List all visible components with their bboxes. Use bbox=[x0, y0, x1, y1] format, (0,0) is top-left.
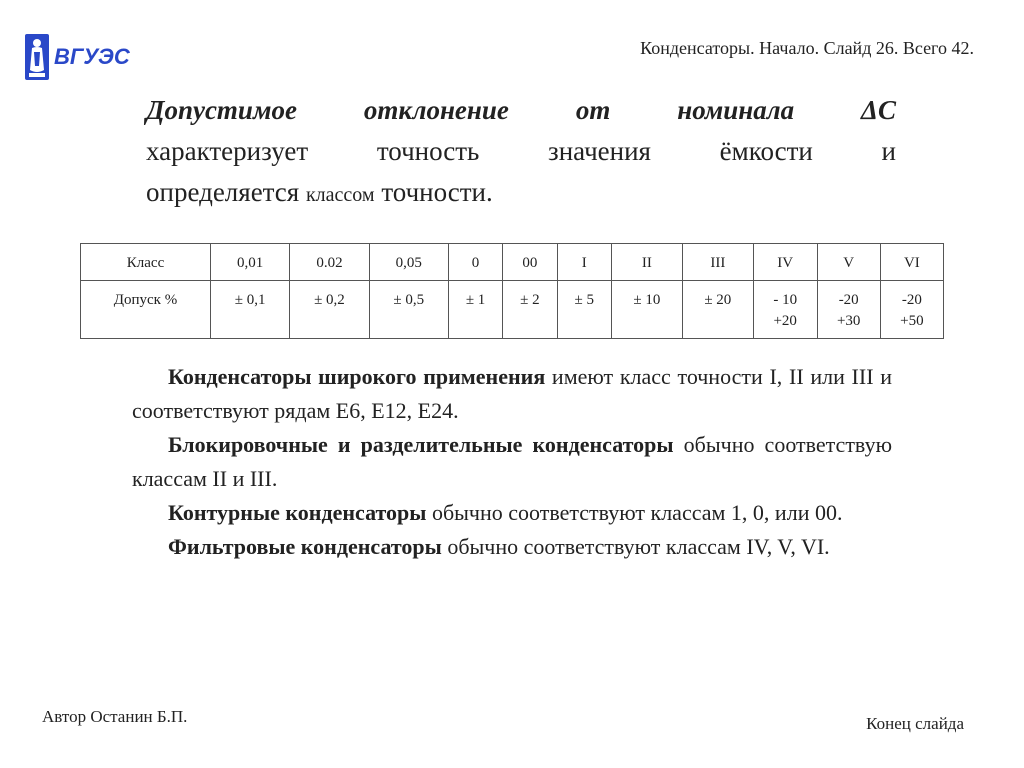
tolerance-cell: ± 5 bbox=[557, 281, 611, 339]
tolerance-cell: ± 0,1 bbox=[211, 281, 290, 339]
university-logo bbox=[24, 30, 144, 84]
capacitance-symbol: C bbox=[877, 95, 896, 125]
intro-line-2: характеризует точность значения ёмкости и bbox=[146, 136, 896, 166]
paragraph-general-purpose: Конденсаторы широкого применения имеют класс точности I, II или III и соответствуют рядам Е6, Е12, Е24. bbox=[132, 364, 893, 423]
class-cell: 0 bbox=[448, 244, 502, 281]
intro-line-3: определяется классом точности. bbox=[146, 177, 493, 207]
author-credit: Автор Останин Б.П. bbox=[42, 707, 188, 726]
tolerance-cell: ± 20 bbox=[682, 281, 753, 339]
tolerance-table bbox=[80, 243, 944, 339]
class-cell: 0,01 bbox=[211, 244, 290, 281]
intro-term: Допустимое отклонение от номинала bbox=[146, 95, 862, 125]
tolerance-cell: ± 0,2 bbox=[290, 281, 369, 339]
delta-symbol: Δ bbox=[861, 95, 878, 125]
class-cell: I bbox=[557, 244, 611, 281]
paragraph-filter: Фильтровые конденсаторы обычно соответствуют классам IV, V, VI. bbox=[168, 534, 830, 559]
capacitor-classes-text bbox=[132, 360, 892, 564]
class-cell: III bbox=[682, 244, 753, 281]
table-row bbox=[81, 244, 944, 281]
paragraph-blocking: Блокировочные и разделительные конденсаторы обычно соответствую классам II и III. bbox=[132, 432, 893, 491]
tolerance-cell: - 10 +20 bbox=[753, 281, 817, 339]
class-cell: II bbox=[611, 244, 682, 281]
class-cell: VI bbox=[880, 244, 943, 281]
tolerance-cell: ± 10 bbox=[611, 281, 682, 339]
end-of-slide-link[interactable]: Конец слайда bbox=[866, 714, 964, 733]
class-cell: 0.02 bbox=[290, 244, 369, 281]
intro-line-1 bbox=[146, 90, 896, 131]
class-cell: IV bbox=[753, 244, 817, 281]
slide-header: Конденсаторы. Начало. Слайд 26. Всего 42. bbox=[640, 38, 974, 58]
class-cell: 0,05 bbox=[369, 244, 448, 281]
class-cell: 00 bbox=[503, 244, 557, 281]
tolerance-cell: -20 +30 bbox=[817, 281, 880, 339]
logo-text: ВГУЭС bbox=[54, 44, 130, 69]
intro-paragraph bbox=[146, 90, 896, 216]
tolerance-cell: ± 1 bbox=[448, 281, 502, 339]
tolerance-cell: ± 2 bbox=[503, 281, 557, 339]
statue-emblem-icon bbox=[25, 34, 49, 80]
paragraph-contour: Контурные конденсаторы обычно соответствуют классам 1, 0, или 00. bbox=[168, 500, 843, 525]
tolerance-header-cell: Допуск % bbox=[81, 281, 211, 339]
class-header-cell: Класс bbox=[81, 244, 211, 281]
table-row bbox=[81, 281, 944, 339]
tolerance-cell: ± 0,5 bbox=[369, 281, 448, 339]
tolerance-cell: -20 +50 bbox=[880, 281, 943, 339]
class-cell: V bbox=[817, 244, 880, 281]
